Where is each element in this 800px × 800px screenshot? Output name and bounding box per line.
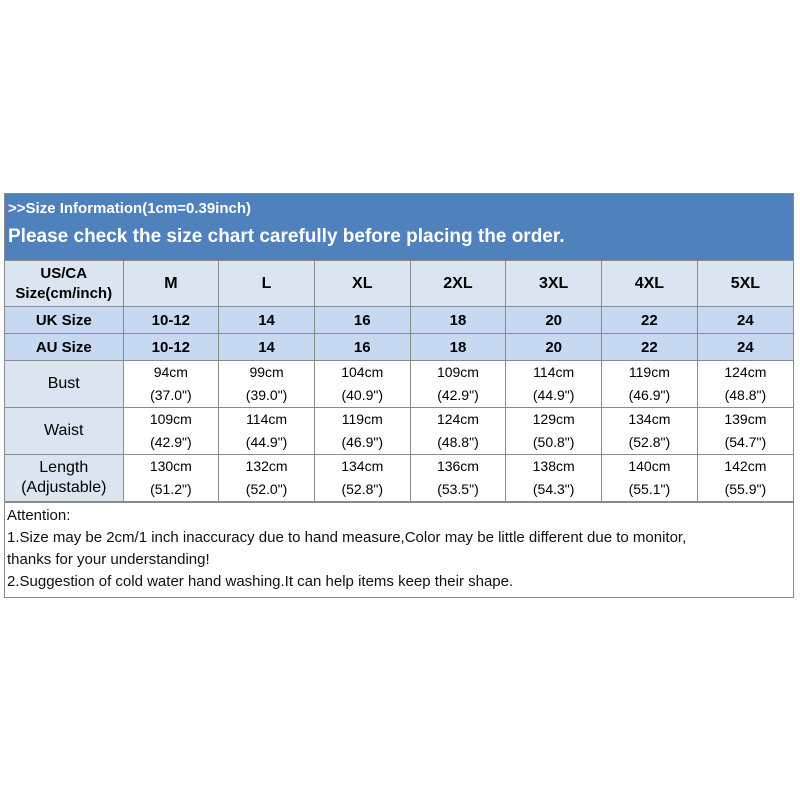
length-title: Length: [39, 459, 89, 476]
bust-cm: 104cm: [341, 364, 384, 380]
waist-cell: [219, 408, 315, 455]
waist-cm: 124cm: [436, 411, 479, 427]
bust-inch: (42.9"): [437, 387, 479, 403]
note-line-3: 2.Suggestion of cold water hand washing.It can help items keep their shape.: [7, 573, 514, 590]
length-cell: [602, 455, 698, 502]
bust-cell: [410, 361, 506, 408]
uk-size-cell: 10-12: [123, 307, 219, 334]
waist-cell: [314, 408, 410, 455]
length-inch: (53.5"): [437, 481, 479, 497]
size-header-row: [5, 261, 793, 307]
length-inch: (52.0"): [245, 481, 288, 497]
size-col-5xl: 5XL: [697, 261, 793, 307]
length-cell: [506, 455, 602, 502]
waist-label: Waist: [5, 408, 123, 455]
waist-inch: (48.8"): [437, 434, 479, 450]
uk-size-cell: 24: [697, 307, 793, 334]
uk-size-cell: 20: [506, 307, 602, 334]
au-size-cell: 24: [697, 334, 793, 361]
waist-inch: (54.7"): [724, 434, 767, 450]
size-col-2xl: 2XL: [410, 261, 506, 307]
size-table: [5, 261, 793, 502]
size-col-m: M: [123, 261, 219, 307]
waist-cm: 119cm: [341, 411, 383, 427]
length-inch: (55.1"): [628, 481, 671, 497]
length-cell: [314, 455, 410, 502]
bust-cm: 99cm: [249, 364, 284, 380]
waist-inch: (46.9"): [341, 434, 384, 450]
waist-cell: [602, 408, 698, 455]
bust-cell: [602, 361, 698, 408]
bust-cm: 114cm: [533, 364, 575, 380]
length-cm: 134cm: [341, 458, 384, 474]
bust-cm: 109cm: [436, 364, 479, 380]
waist-cell: [123, 408, 219, 455]
bust-cell: [219, 361, 315, 408]
bust-cm: 94cm: [153, 364, 188, 380]
size-chart: [4, 193, 794, 598]
au-size-cell: 20: [506, 334, 602, 361]
waist-cm: 114cm: [246, 411, 288, 427]
bust-inch: (46.9"): [628, 387, 671, 403]
order-notice: Please check the size chart carefully before placing the order.: [8, 226, 565, 247]
waist-cm: 109cm: [149, 411, 192, 427]
size-col-3xl: 3XL: [506, 261, 602, 307]
length-cell: [123, 455, 219, 502]
note-line-1: 1.Size may be 2cm/1 inch inaccuracy due to hand measure,Color may be little different due to monitor,: [7, 529, 687, 546]
size-info-banner: [5, 194, 793, 261]
length-label: [5, 455, 123, 502]
length-inch: (51.2"): [150, 481, 192, 497]
attention-notes: [5, 502, 793, 597]
uk-size-cell: 14: [219, 307, 315, 334]
length-cm: 130cm: [149, 458, 192, 474]
size-col-xl: XL: [314, 261, 410, 307]
length-cm: 132cm: [245, 458, 288, 474]
waist-row: [5, 408, 793, 455]
waist-cell: [506, 408, 602, 455]
size-unit-label: Size(cm/inch): [15, 284, 113, 302]
bust-row: [5, 361, 793, 408]
waist-cm: 134cm: [628, 411, 671, 427]
au-size-label: AU Size: [5, 334, 123, 361]
waist-cell: [410, 408, 506, 455]
bust-cell: [506, 361, 602, 408]
uk-size-cell: 22: [602, 307, 698, 334]
bust-cell: [314, 361, 410, 408]
length-cm: 140cm: [628, 458, 671, 474]
length-cm: 142cm: [724, 458, 767, 474]
bust-inch: (39.0"): [245, 387, 288, 403]
length-inch: (54.3"): [532, 481, 575, 497]
bust-inch: (48.8"): [724, 387, 767, 403]
us-ca-label: US/CA: [40, 264, 88, 282]
bust-cm: 119cm: [628, 364, 670, 380]
bust-inch: (44.9"): [532, 387, 575, 403]
note-line-2: thanks for your understanding!: [7, 551, 210, 568]
waist-cm: 139cm: [724, 411, 767, 427]
waist-inch: (50.8"): [532, 434, 575, 450]
waist-cm: 129cm: [532, 411, 575, 427]
length-inch: (52.8"): [341, 481, 384, 497]
length-cell: [410, 455, 506, 502]
waist-inch: (42.9"): [150, 434, 192, 450]
bust-cm: 124cm: [724, 364, 767, 380]
uk-size-cell: 16: [314, 307, 410, 334]
length-cell: [697, 455, 793, 502]
waist-cell: [697, 408, 793, 455]
au-size-cell: 10-12: [123, 334, 219, 361]
uk-size-label: UK Size: [5, 307, 123, 334]
us-ca-size-label: [5, 261, 123, 307]
bust-cell: [697, 361, 793, 408]
au-size-cell: 18: [410, 334, 506, 361]
length-adjustable-note: (Adjustable): [21, 479, 107, 496]
length-cm: 138cm: [532, 458, 575, 474]
waist-inch: (44.9"): [245, 434, 288, 450]
bust-inch: (37.0"): [150, 387, 192, 403]
length-cm: 136cm: [436, 458, 479, 474]
uk-size-cell: 18: [410, 307, 506, 334]
bust-inch: (40.9"): [341, 387, 384, 403]
au-size-cell: 16: [314, 334, 410, 361]
au-size-row: [5, 334, 793, 361]
au-size-cell: 14: [219, 334, 315, 361]
waist-inch: (52.8"): [628, 434, 671, 450]
length-cell: [219, 455, 315, 502]
size-col-4xl: 4XL: [602, 261, 698, 307]
length-inch: (55.9"): [724, 481, 767, 497]
au-size-cell: 22: [602, 334, 698, 361]
size-col-l: L: [219, 261, 315, 307]
size-info-title: >>Size Information(1cm=0.39inch): [8, 200, 251, 217]
attention-title: Attention:: [7, 507, 71, 524]
bust-label: Bust: [5, 361, 123, 408]
length-row: [5, 455, 793, 502]
uk-size-row: [5, 307, 793, 334]
bust-cell: [123, 361, 219, 408]
